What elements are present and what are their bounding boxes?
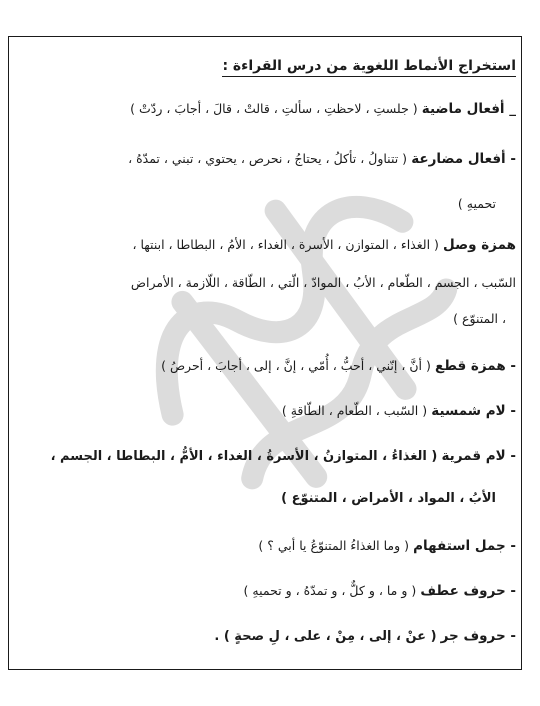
item-values: ( عنْ ، إلى ، مِنْ ، على ، لِ صحةٍ ) . [214, 629, 437, 644]
item-values: ( السّبب ، الطّعام ، الطّاقةِ ) [281, 403, 428, 418]
list-item-shamsiya [14, 400, 516, 423]
list-item-hamza-wasl-cont2 [4, 308, 506, 331]
list-item-past-verbs [14, 98, 516, 121]
item-label: - حروف جر [440, 628, 516, 644]
item-label: - جمل استفهام [413, 538, 516, 554]
item-values: ( جلستِ ، لاحظتِ ، سألتِ ، قالتْ ، قالَ ، أجابَ ، ردّتْ ) [130, 101, 418, 116]
item-label: - لام شمسية [431, 403, 516, 419]
list-item-qamariya-cont [0, 488, 496, 510]
item-label: - لام قمرية [441, 448, 516, 464]
list-item-hamza-wasl-cont [14, 272, 516, 295]
item-label: - حروف عطف [420, 583, 516, 599]
item-values: ( وما الغذاءُ المتنوّعُ يا أبي ؟ ) [258, 538, 410, 553]
list-item-prepositions [14, 625, 516, 648]
list-item-present-verbs [14, 148, 516, 171]
item-values-cont: الأبُ ، المواد ، الأمراض ، المتنوّع ) [281, 491, 496, 506]
item-values-cont: تحميهِ ) [457, 196, 496, 211]
page-title: استخراج الأنماط اللغوية من درس القراءة : [222, 58, 516, 77]
item-values: ( و ما ، و كلٌّ ، و تمدّهُ ، و تحميهِ ) [243, 583, 417, 598]
item-label: - همزة قطع [435, 358, 516, 374]
item-values: ( تتناولُ ، تأكلُ ، يحتاجُ ، نحرص ، يحتوي ، تبني ، تمدّهُ ، [128, 151, 408, 166]
list-item-questions [14, 535, 516, 558]
item-values-cont: السّبب ، الجسم ، الطّعام ، الأبُ ، الموادّ ، الّتي ، الطّاقة ، اللّازمة ، الأمراض [130, 275, 516, 290]
lesson-content [14, 48, 516, 644]
list-item-hamza-qat [14, 355, 516, 378]
list-item-hamza-wasl [14, 234, 516, 257]
item-label: - أفعال مضارعة [411, 151, 516, 167]
list-item-conjunctions [14, 580, 516, 603]
item-label: همزة وصل [443, 237, 516, 253]
list-item-present-verbs-cont [0, 193, 496, 216]
item-values: ( الغذاء ، المتوازن ، الأسرة ، الغداء ، الأمُ ، البطاطا ، ابنتها ، [132, 237, 439, 252]
item-values-cont: ، المتنوّع ) [453, 311, 506, 326]
item-values: ( أنَّ ، إنّني ، أحبُّ ، أُمّي ، إنَّ ، إلى ، أجابَ ، أحرصُ ) [161, 358, 431, 373]
content-frame [8, 36, 522, 670]
item-values: ( الغذاءُ ، المتوازنُ ، الأسرةُ ، الغداء ، الأمُّ ، البطاطا ، الجسم ، [50, 449, 438, 464]
item-label: _ أفعال ماضية [421, 101, 516, 117]
list-item-qamariya [14, 445, 516, 468]
